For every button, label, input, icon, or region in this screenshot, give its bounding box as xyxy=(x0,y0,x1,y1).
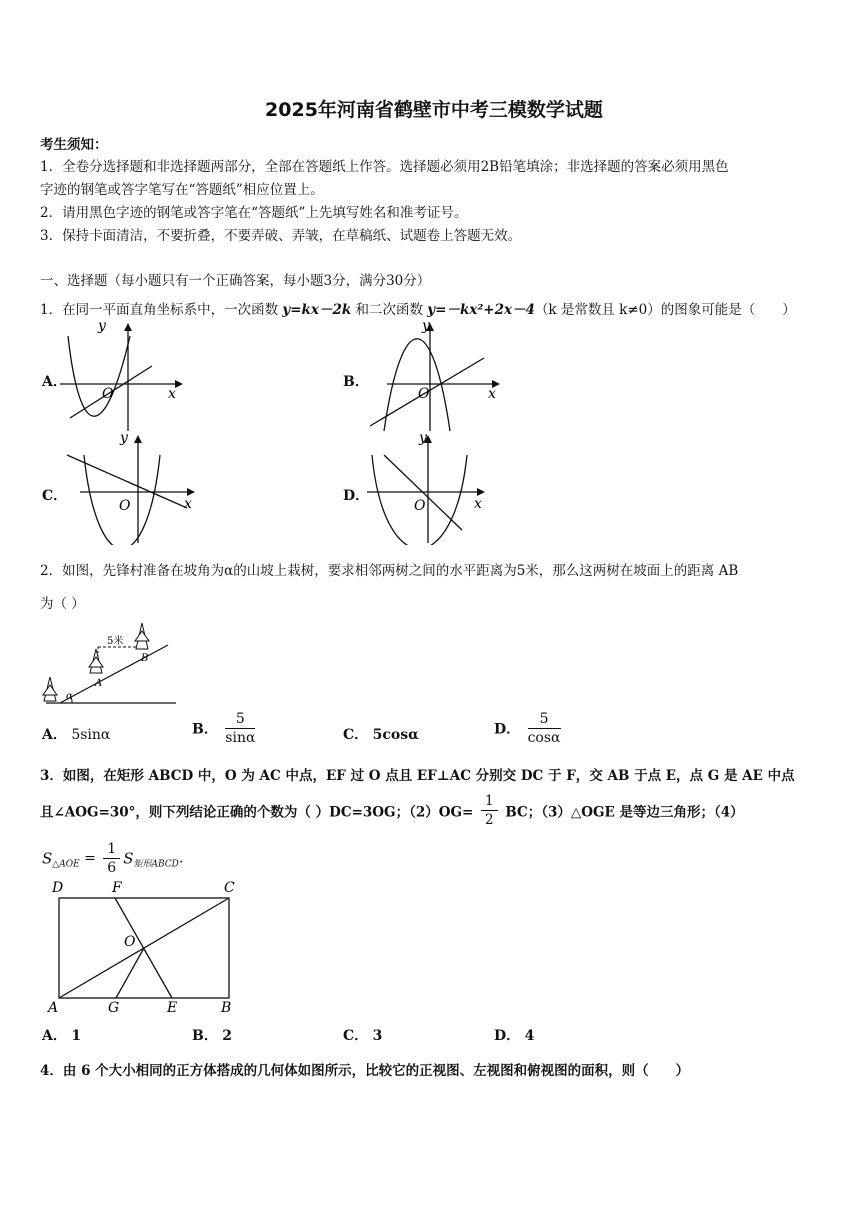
q1-option-b-label: B． xyxy=(343,374,369,390)
q3-option-b xyxy=(192,1025,232,1045)
q2-option-b-denominator: sinα xyxy=(225,730,256,746)
q3-s-left: S xyxy=(42,849,53,868)
x-label: x xyxy=(184,496,192,512)
q1-option-c-label: C． xyxy=(42,488,68,504)
point-a-label: A xyxy=(95,678,103,689)
parabola xyxy=(68,336,130,416)
slope-line xyxy=(60,645,168,703)
tree-icon xyxy=(43,677,57,701)
q3-line2-pre: 且∠AOG=30°，则下列结论正确的个数为（ ）DC=3OG；（2）OG= xyxy=(40,804,474,821)
q3-s-right: S xyxy=(123,849,134,868)
origin-label: O xyxy=(418,386,430,402)
q2-option-a-label: A． xyxy=(42,727,67,743)
q2-option-d xyxy=(494,710,564,747)
y-label: y xyxy=(120,430,128,446)
q3-option-b-label: B． xyxy=(192,1028,218,1044)
q2-slope-figure xyxy=(38,615,180,710)
q3-option-d xyxy=(494,1025,534,1045)
angle-alpha-label: α xyxy=(66,691,73,702)
q3-period: . xyxy=(178,850,184,867)
q3-option-d-value: 4 xyxy=(524,1028,535,1044)
origin-label: O xyxy=(119,498,131,514)
y-label: y xyxy=(422,318,430,334)
question-3-line-2 xyxy=(40,792,744,829)
q3-area-formula xyxy=(42,840,183,877)
q2-option-c xyxy=(343,724,419,744)
q2-option-d-numerator: 5 xyxy=(528,710,561,729)
label-b: B xyxy=(221,1000,232,1016)
label-c: C xyxy=(224,880,235,896)
label-e: E xyxy=(167,1000,178,1016)
q3-line2-post: BC；（3）△OGE 是等边三角形；（4） xyxy=(505,804,744,821)
q2-option-c-label: C． xyxy=(343,727,369,743)
y-label: y xyxy=(98,318,106,334)
page-title: 2025年河南省鹤壁市中考三模数学试题 xyxy=(265,99,603,121)
q1-option-a-label: A． xyxy=(42,374,67,390)
q3-option-a-label: A． xyxy=(42,1028,67,1044)
q3-rectangle-figure xyxy=(42,878,247,1018)
q1-suffix: （k 是常数且 k≠0）的图象可能是（ ） xyxy=(534,302,796,318)
q3-equals: = xyxy=(84,850,96,867)
q2-option-d-denominator: cosα xyxy=(527,730,561,746)
distance-label: 5米 xyxy=(107,636,124,647)
notice-item-1: 1．全卷分选择题和非选择题两部分，全部在答题纸上作答。选择题必须用2B铅笔填涂；非选择题的答案必须用黑色 xyxy=(40,159,729,175)
q1-quadratic-function: y=－kx²+2x－4 xyxy=(427,302,535,318)
x-label: x xyxy=(488,386,496,402)
q3-s-left-sub: △AOE xyxy=(52,859,80,870)
q3-s-right-sub: 矩形ABCD xyxy=(133,859,179,870)
q3-option-c-label: C． xyxy=(343,1028,369,1044)
question-1 xyxy=(40,298,796,318)
q3-option-c xyxy=(343,1025,382,1045)
q3-option-a-value: 1 xyxy=(71,1028,82,1044)
point-b-label: B xyxy=(141,653,149,664)
origin-label: O xyxy=(414,498,426,514)
q1-mid: 和二次函数 xyxy=(351,302,428,318)
x-label: x xyxy=(168,386,176,402)
label-g: G xyxy=(108,1000,120,1016)
notice-heading: 考生须知： xyxy=(40,137,108,153)
q2-option-b-label: B． xyxy=(192,721,218,738)
q2-option-a-value: 5sinα xyxy=(71,727,111,743)
q3-half-denominator: 2 xyxy=(485,812,494,828)
q3-option-b-value: 2 xyxy=(222,1028,233,1044)
label-o: O xyxy=(124,934,136,950)
q1-graph-b xyxy=(362,318,502,433)
q1-graph-c xyxy=(62,430,202,545)
question-2-line-2: 为（ ） xyxy=(40,596,85,612)
label-f: F xyxy=(112,880,122,896)
question-4: 4．由 6 个大小相同的正方体搭成的几何体如图所示，比较它的正视图、左视图和俯视图的面积，则（ ） xyxy=(40,1063,690,1079)
y-label: y xyxy=(419,430,427,446)
q3-option-d-label: D． xyxy=(494,1028,521,1044)
section-heading: 一、选择题（每小题只有一个正确答案，每小题3分，满分30分） xyxy=(40,273,431,289)
label-a: A xyxy=(48,1000,59,1016)
question-2-line-1: 2．如图，先锋村准备在坡角为α的山坡上栽树，要求相邻两树之间的水平距离为5米，那么这两树在坡面上的距离 AB xyxy=(40,563,739,579)
q3-half-numerator: 1 xyxy=(481,792,498,811)
tree-icon xyxy=(89,649,103,673)
q2-option-a xyxy=(42,724,110,744)
notice-item-2: 2．请用黑色字迹的钢笔或答字笔在“答题纸”上先填写姓名和准考证号。 xyxy=(40,205,468,221)
q3-sixth-denominator: 6 xyxy=(107,860,117,876)
q1-graph-a xyxy=(60,318,185,433)
x-label: x xyxy=(474,496,482,512)
q1-linear-function: y=kx－2k xyxy=(282,302,352,318)
q1-option-d-label: D． xyxy=(343,488,370,504)
q2-option-b-numerator: 5 xyxy=(225,710,255,729)
q2-option-b xyxy=(192,710,258,747)
q3-option-a xyxy=(42,1025,81,1045)
notice-item-3: 3．保持卡面清洁，不要折叠，不要弄破、弄皱，在草稿纸、试题卷上答题无效。 xyxy=(40,228,522,244)
notice-item-1-cont: 字迹的钢笔或答字笔写在“答题纸”相应位置上。 xyxy=(40,182,324,198)
q2-option-d-label: D． xyxy=(494,721,521,738)
origin-label: O xyxy=(102,386,114,402)
q2-option-c-value: 5cosα xyxy=(372,727,419,743)
label-d: D xyxy=(52,880,64,896)
q3-sixth-numerator: 1 xyxy=(103,840,120,859)
q3-option-c-value: 3 xyxy=(372,1028,383,1044)
q1-graph-d xyxy=(362,430,492,545)
q1-prefix: 1．在同一平面直角坐标系中，一次函数 xyxy=(40,302,283,318)
question-3-line-1: 3．如图，在矩形 ABCD 中，O 为 AC 中点，EF 过 O 点且 EF⊥AC 分别交 DC 于 F，交 AB 于点 E，点 G 是 AE 中点 xyxy=(40,768,795,784)
tree-icon xyxy=(135,623,149,649)
